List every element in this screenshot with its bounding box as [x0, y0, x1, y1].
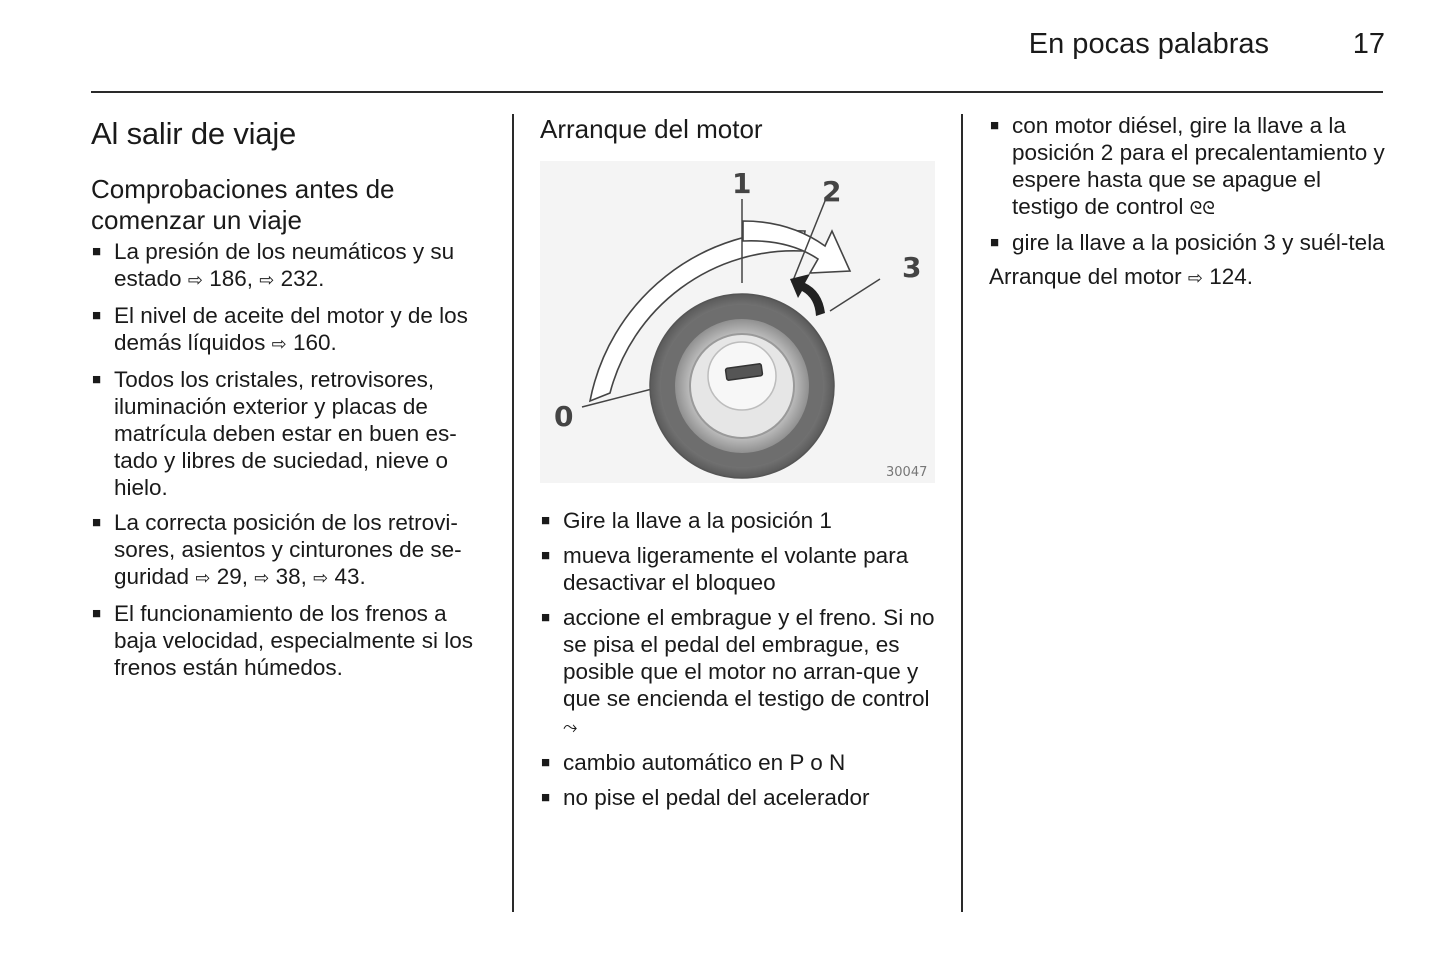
ref-arrow-icon: ⇨: [313, 568, 329, 588]
ref-arrow-icon: ⇨: [271, 334, 287, 354]
gear-n: N: [829, 750, 846, 775]
page-ref: 29,: [216, 564, 255, 589]
list-item: ■ no pise el pedal del acelerador: [540, 784, 940, 811]
ignition-diagram: [540, 161, 935, 483]
position-label-2: 2: [822, 175, 842, 208]
page-header: [90, 28, 1385, 68]
column-left: [91, 112, 491, 689]
page-ref: 186,: [209, 266, 260, 291]
list-item: ■ La correcta posición de los retrovi-sores, asientos y cinturones de se-guridad ⇨ 29, ⇨ 38, ⇨ 43.: [91, 509, 491, 592]
list-item: ■ La presión de los neumáticos y su estado ⇨ 186, ⇨ 232.: [91, 238, 491, 294]
list-item: ■ Todos los cristales, retrovisores, iluminación exterior y placas de matrícula deben estar en buen es-tado y libres de suciedad, nieve o hielo.: [91, 366, 491, 501]
page-ref: 124.: [1209, 264, 1254, 289]
column-divider-2: [961, 114, 963, 912]
page-ref: 38,: [275, 564, 314, 589]
list-item: ■ mueva ligeramente el volante para desactivar el bloqueo: [540, 542, 940, 596]
page-ref: 43.: [334, 564, 366, 589]
section-heading: Al salir de viaje: [91, 116, 297, 151]
position-label-3: 3: [902, 251, 922, 284]
list-item: ■ accione el embrague y el freno. Si no se pisa el pedal del embrague, es posible que el motor no arran-que y que se encienda el testigo de control ⤳: [540, 604, 940, 741]
ref-arrow-icon: ⇨: [259, 270, 275, 290]
figure-code: 30047: [886, 465, 928, 480]
column-right: [989, 112, 1389, 292]
subsection-heading: Comprobaciones antes de comenzar un viaje: [91, 174, 395, 235]
start-steps: [540, 507, 940, 811]
gear-p: P: [789, 750, 804, 775]
section-heading: Arranque del motor: [540, 114, 763, 144]
ignition-figure: [540, 161, 935, 483]
position-label-0: 0: [554, 400, 574, 433]
position-line-3: [830, 279, 880, 311]
page-number: 17: [1352, 28, 1385, 60]
list-item: ■ El funcionamiento de los frenos a baja velocidad, especialmente si los frenos están húmedos.: [91, 600, 491, 681]
page-ref: 232.: [280, 266, 325, 291]
page-ref: 160.: [292, 330, 337, 355]
glow-plug-icon: ᘓᘓ: [1189, 198, 1215, 218]
ref-arrow-icon: ⇨: [254, 568, 270, 588]
section-title: En pocas palabras: [1028, 28, 1269, 60]
list-item: ■ El nivel de aceite del motor y de los demás líquidos ⇨ 160.: [91, 302, 491, 358]
list-item: ■ gire la llave a la posición 3 y suél-tela: [989, 229, 1389, 256]
column-middle: [540, 112, 940, 819]
list-item: ■ con motor diésel, gire la llave a la posición 2 para el precalentamiento y espere hasta que se apague el testigo de control ᘓᘓ: [989, 112, 1389, 222]
start-steps-cont: [989, 112, 1389, 256]
ref-arrow-icon: ⇨: [195, 568, 211, 588]
return-arrow: [790, 274, 825, 316]
clutch-warning-icon: ⤳: [563, 717, 578, 737]
list-item: ■ cambio automático en P o N: [540, 749, 940, 776]
cross-reference: Arranque del motor ⇨ 124.: [989, 264, 1254, 289]
ref-arrow-icon: ⇨: [187, 270, 203, 290]
column-divider-1: [512, 114, 514, 912]
list-item: ■ Gire la llave a la posición 1: [540, 507, 940, 534]
ref-arrow-icon: ⇨: [1187, 268, 1203, 288]
position-label-1: 1: [732, 167, 752, 200]
checklist: [91, 238, 491, 681]
header-rule: [91, 91, 1383, 93]
